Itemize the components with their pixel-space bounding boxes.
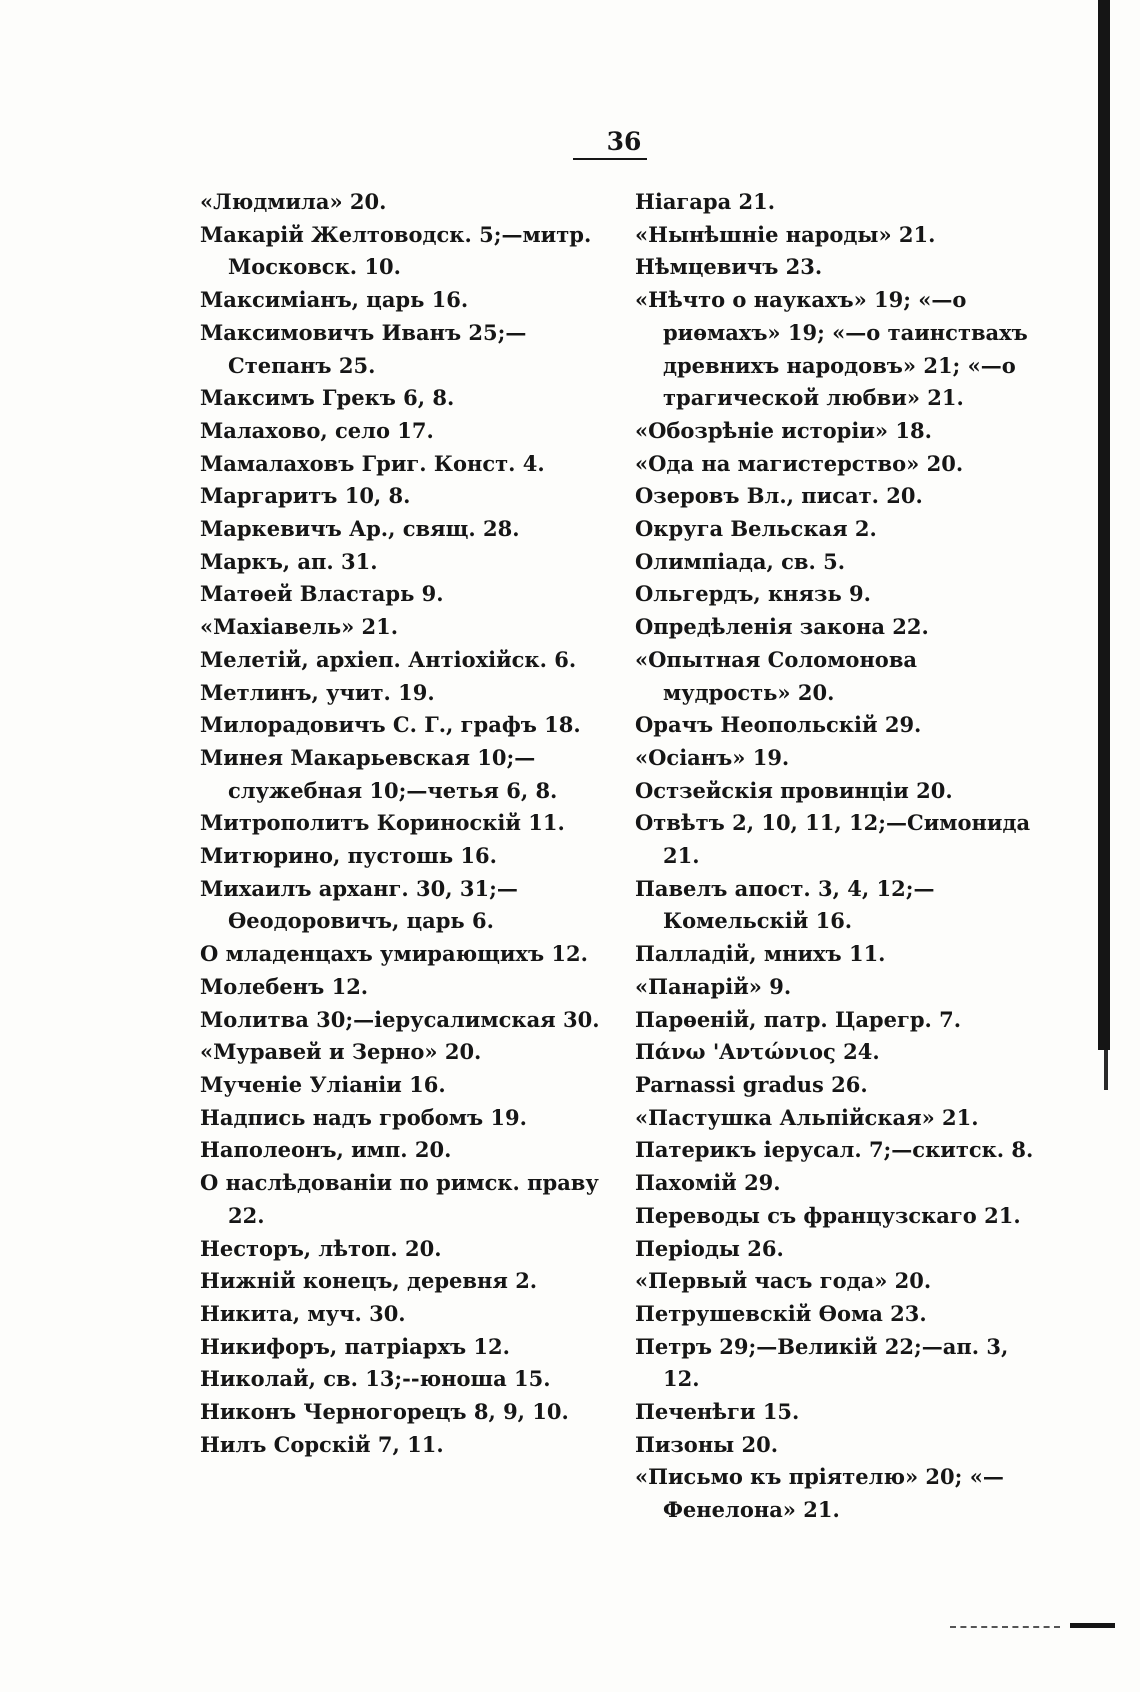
index-entry: «Нынѣшніе народы» 21. [635, 221, 936, 247]
index-entry: Періоды 26. [635, 1235, 784, 1261]
index-entry: Маркъ, ап. 31. [200, 548, 378, 574]
page-number: 36 [606, 127, 642, 156]
index-entry: Маргаритъ 10, 8. [200, 483, 411, 509]
index-entry: Павелъ апост. 3, 4, 12;—Комельскій 16. [635, 875, 935, 934]
index-entry: Митрополитъ Кориноскій 11. [200, 810, 565, 836]
index-entry: Parnassi gradus 26. [635, 1071, 868, 1097]
index-entry: «Нѣчто о наукахъ» 19; «—о риѳмахъ» 19; «—о таинствахъ древнихъ народовъ» 21; «—о трагической любви» 21. [635, 287, 1028, 411]
index-entry: Михаилъ арханг. 30, 31;—Ѳеодоровичъ, царь 6. [200, 875, 518, 934]
index-entry: Никифоръ, патріархъ 12. [200, 1333, 510, 1359]
scan-edge-bar-thin [1104, 1050, 1108, 1090]
index-entry: Минея Макарьевская 10;—служебная 10;—четья 6, 8. [200, 744, 558, 803]
index-entry: «Людмила» 20. [200, 189, 387, 214]
index-entry: Остзейскія провинціи 20. [635, 777, 953, 803]
index-entry: Петрушевскій Ѳома 23. [635, 1300, 927, 1326]
page-number-rule [573, 158, 647, 160]
index-entry: О младенцахъ умирающихъ 12. [200, 941, 588, 967]
bottom-edge-rule [1070, 1623, 1115, 1628]
index-entry: Никита, муч. 30. [200, 1300, 406, 1326]
index-entry: Петръ 29;—Великій 22;—ап. 3, 12. [635, 1333, 1009, 1392]
index-entry: Переводы съ французскаго 21. [635, 1202, 1021, 1228]
index-entry: Орачъ Неопольскій 29. [635, 712, 922, 738]
index-entry: Пахомій 29. [635, 1170, 781, 1196]
index-entry: Мамалаховъ Григ. Конст. 4. [200, 450, 545, 476]
index-entry: «Муравей и Зерно» 20. [200, 1039, 482, 1065]
scan-edge-bar [1098, 0, 1110, 1050]
index-entry: Матѳей Властарь 9. [200, 581, 444, 607]
index-column-right [635, 186, 1047, 1527]
index-entry: «Письмо къ пріятелю» 20; «—Фенелона» 21. [635, 1464, 1004, 1523]
index-entry: Несторъ, лѣтоп. 20. [200, 1235, 442, 1261]
index-entry: Олимпіада, св. 5. [635, 548, 846, 574]
index-entry: Макарій Желтоводск. 5;—митр. Московск. 10. [200, 221, 592, 280]
index-entry: Πάνω 'Αντώνιος 24. [635, 1039, 880, 1065]
index-entry: Нижній конецъ, деревня 2. [200, 1268, 538, 1294]
index-entry: Округа Вельская 2. [635, 516, 877, 542]
index-entry: Ольгердъ, князь 9. [635, 581, 871, 607]
index-entry: «Ода на магистерство» 20. [635, 450, 964, 476]
index-entry: Парѳеній, патр. Царегр. 7. [635, 1006, 962, 1032]
index-entry: Нѣмцевичъ 23. [635, 254, 823, 280]
index-entry: Малахово, село 17. [200, 417, 434, 443]
index-entry: Ніагара 21. [635, 189, 776, 214]
index-entry: Опредѣленія закона 22. [635, 614, 929, 640]
index-entry: Митюрино, пустошь 16. [200, 843, 497, 869]
index-entry: Никонъ Черногорецъ 8, 9, 10. [200, 1399, 569, 1425]
index-entry: «Махіавель» 21. [200, 614, 399, 640]
index-entry: Николай, св. 13;--юноша 15. [200, 1366, 551, 1392]
index-column-left [200, 186, 618, 1461]
index-entry: «Опытная Соломонова мудрость» 20. [635, 646, 918, 705]
index-entry: «Пастушка Альпійская» 21. [635, 1104, 979, 1130]
index-entry: Печенѣги 15. [635, 1399, 800, 1425]
index-entry: Мученіе Уліаніи 16. [200, 1071, 446, 1097]
index-entry: О наслѣдованіи по римск. праву 22. [200, 1170, 599, 1228]
bottom-edge-dash [950, 1626, 1060, 1628]
index-entry: «Осіанъ» 19. [635, 744, 790, 770]
index-entry: «Панарій» 9. [635, 973, 792, 999]
index-entry: Наполеонъ, имп. 20. [200, 1137, 452, 1163]
index-entry: Озеровъ Вл., писат. 20. [635, 483, 923, 509]
index-entry: Отвѣтъ 2, 10, 11, 12;—Симонида 21. [635, 810, 1031, 869]
index-entry: Метлинъ, учит. 19. [200, 679, 435, 705]
index-entry: Милорадовичъ С. Г., графъ 18. [200, 712, 581, 738]
index-entry: Максимовичъ Иванъ 25;—Степанъ 25. [200, 319, 527, 378]
index-entry: Надпись надъ гробомъ 19. [200, 1104, 527, 1130]
index-entry: Пизоны 20. [635, 1431, 779, 1457]
index-entry: Маркевичъ Ар., свящ. 28. [200, 516, 520, 542]
index-entry: Молебенъ 12. [200, 973, 369, 999]
index-entry: «Обозрѣніе исторіи» 18. [635, 417, 932, 443]
index-entry: Патерикъ іерусал. 7;—скитск. 8. [635, 1137, 1034, 1163]
index-entry: Нилъ Сорскій 7, 11. [200, 1431, 444, 1457]
index-entry: Максиміанъ, царь 16. [200, 287, 469, 313]
index-entry: Молитва 30;—іерусалимская 30. [200, 1006, 600, 1032]
index-entry: «Первый часъ года» 20. [635, 1268, 932, 1294]
index-entry: Палладій, мнихъ 11. [635, 941, 886, 967]
index-entry: Максимъ Грекъ 6, 8. [200, 385, 455, 411]
index-entry: Мелетій, архіеп. Антіохійск. 6. [200, 646, 577, 672]
